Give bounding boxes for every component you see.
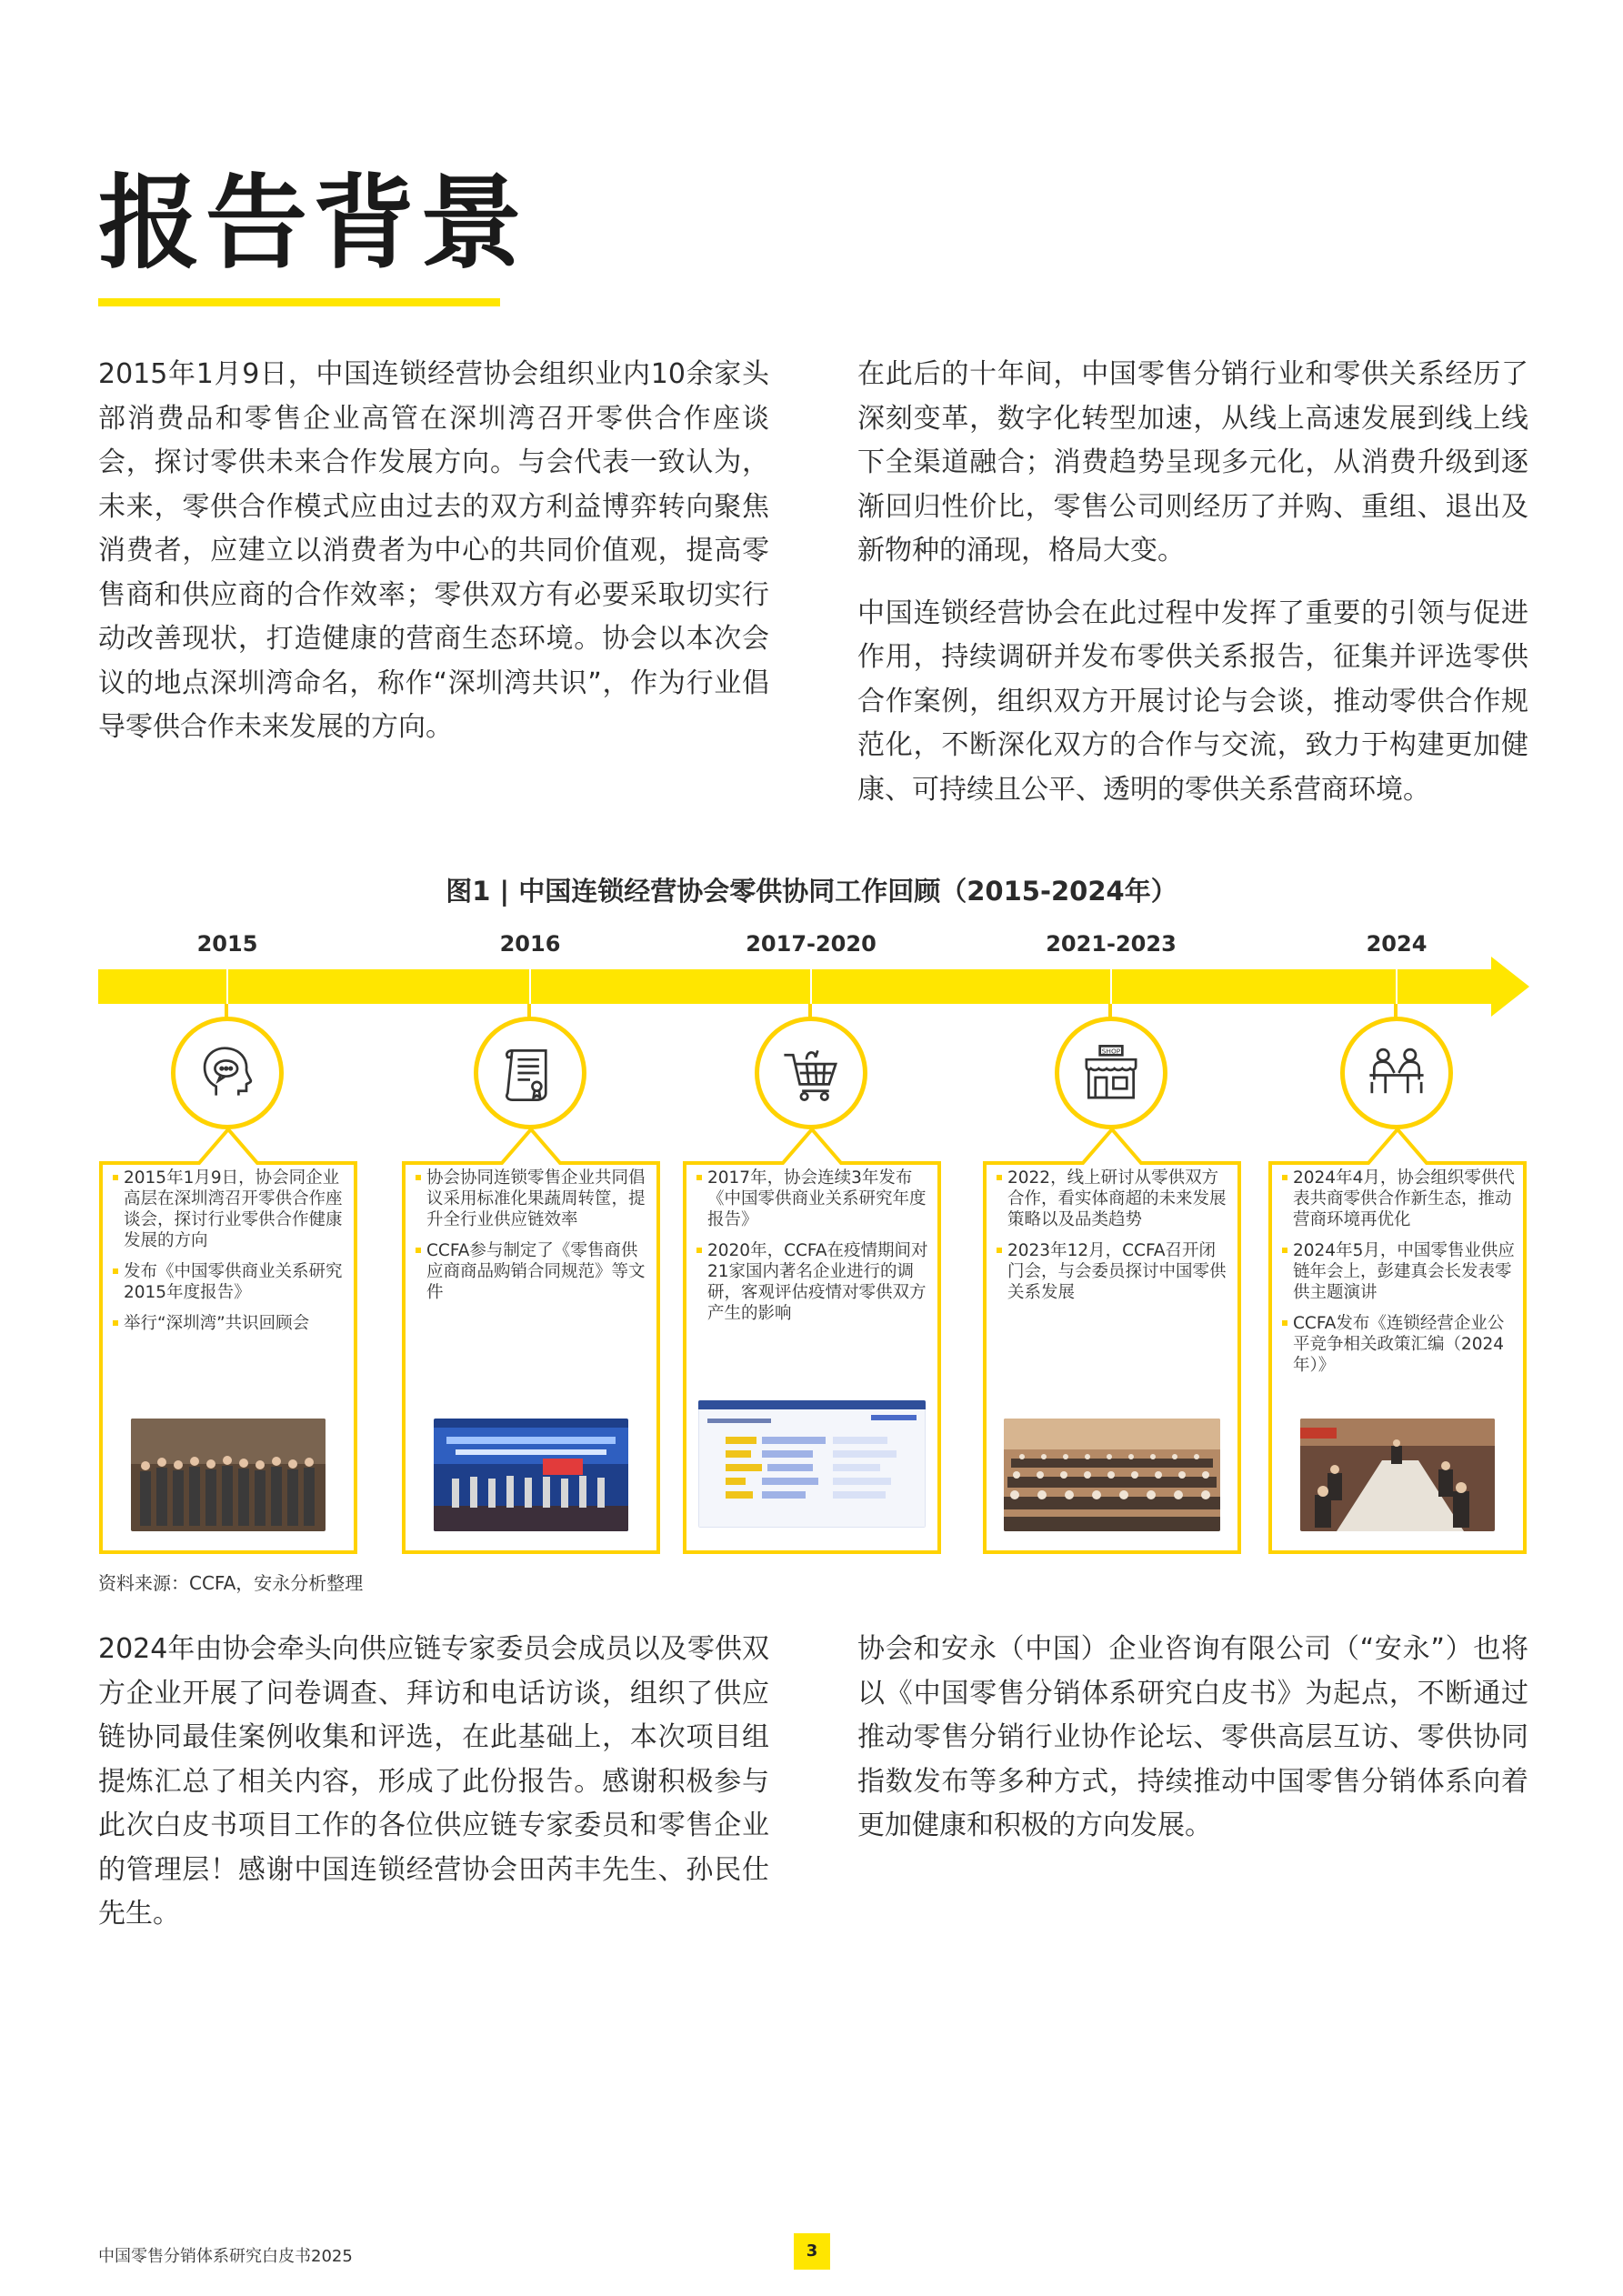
intro-left-column (98, 353, 769, 768)
stage-year-2024: 2024 (1366, 931, 1428, 957)
stage-year-2016: 2016 (499, 931, 561, 957)
intro-right-paragraph-2: 中国连锁经营协会在此过程中发挥了重要的引领与促进作用，持续调研并发布零供关系报告，征集并评选零供合作案例，组织双方开展讨论与会谈，推动零供合作规范化，不断深化双方的合作与交流，致力于构建更加健康、可持续且公平、透明的零供关系营商环境。 (857, 597, 1528, 806)
list-item: 发布《中国零供商业关系研究 2015年度报告》 (113, 1261, 347, 1303)
closing-right-column (857, 1628, 1528, 1867)
list-item: 2024年4月，协会组织零供代表共商零供合作新生态，推动营商环境再优化 (1282, 1168, 1517, 1230)
list-item: 协会协同连锁零售企业共同倡议采用标准化果蔬周转筐，提升全行业供应链效率 (416, 1168, 650, 1230)
stage-card-2017-2020 (682, 1111, 942, 1555)
timeline-arrow (98, 969, 1503, 1004)
shop-sign-text: SHOP (1101, 1047, 1121, 1056)
list-item: 2023年12月，CCFA召开闭门会，与会委员探讨中国零供关系发展 (997, 1240, 1231, 1303)
figure-title: 图1 | 中国连锁经营协会零供协同工作回顾（2015-2024年） (446, 876, 1177, 907)
stage-report-thumbnail (698, 1400, 926, 1528)
page-title: 报告背景 (98, 165, 527, 283)
title-underline (98, 298, 500, 306)
list-item: 2015年1月9日，协会同企业高层在深圳湾召开零供合作座谈会，探讨行业零供合作健康发展的方向 (113, 1168, 347, 1251)
stage-year-2017-2020: 2017-2020 (746, 931, 877, 957)
stage-photo-conference (1004, 1419, 1220, 1531)
list-item: 2017年，协会连续3年发布《中国零供商业关系研究年度报告》 (696, 1168, 931, 1230)
list-item: 2020年，CCFA在疫情期间对21家国内著名企业进行的调研，客观评估疫情对零供双方产生的影响 (696, 1240, 931, 1324)
intro-left-paragraph: 2015年1月9日，中国连锁经营协会组织业内10余家头部消费品和零售企业高管在深圳湾召开零供合作座谈会，探讨零供未来合作发展方向。与会代表一致认为，未来，零供合作模式应由过去的双方利益博弈转向聚焦消费者，应建立以消费者为中心的共同价值观，提高零售商和供应商的合作效率；零供双方有必要采取切实行动改善现状，打造健康的营商生态环境。协会以本次会议的地点深圳湾命名，称作“深圳湾共识”，作为行业倡导零供合作未来发展的方向。 (98, 358, 769, 743)
timeline-arrow-head (1491, 957, 1529, 1017)
intro-right-column (857, 353, 1528, 830)
figure-source: 资料来源：CCFA，安永分析整理 (98, 1572, 364, 1594)
stage-photo-meeting-table (1300, 1419, 1495, 1531)
intro-right-paragraph-1: 在此后的十年间，中国零售分销行业和零供关系经历了深刻变革，数字化转型加速，从线上高速发展到线上线下全渠道融合；消费趋势呈现多元化，从消费升级到逐渐回归性价比，零售公司则经历了并购、重组、退出及新物种的涌现，格局大变。 (857, 358, 1528, 566)
list-item: 2024年5月，中国零售业供应链年会上，彭建真会长发表零供主题演讲 (1282, 1240, 1517, 1303)
stage-card-2015 (98, 1111, 358, 1555)
closing-left-paragraph: 2024年由协会牵头向供应链专家委员会成员以及零供双方企业开展了问卷调查、拜访和电话访谈，组织了供应链协同最佳案例收集和评选，在此基础上，本次项目组提炼汇总了相关内容，形成了此份报告。感谢积极参与此次白皮书项目工作的各位供应链专家委员和零售企业的管理层！感谢中国连锁经营协会田芮丰先生、孙民仕先生。 (98, 1633, 769, 1930)
closing-left-column (98, 1628, 769, 1955)
list-item: CCFA参与制定了《零售商供应商商品购销合同规范》等文件 (416, 1240, 650, 1303)
stage-card-2021-2023 (982, 1111, 1242, 1555)
page-number: 3 (794, 2233, 830, 2270)
stage-year-2021-2023: 2021-2023 (1046, 931, 1177, 957)
list-item: 举行“深圳湾”共识回顾会 (113, 1313, 347, 1334)
footer-doc-title: 中国零售分销体系研究白皮书2025 (98, 2247, 353, 2266)
stage-photo-stage-event (434, 1419, 628, 1531)
stage-card-2016 (401, 1111, 661, 1555)
closing-right-paragraph: 协会和安永（中国）企业咨询有限公司（“安永”）也将以《中国零售分销体系研究白皮书》为起点，不断通过推动零售分销行业协作论坛、零供高层互访、零供协同指数发布等多种方式，持续推动中国零售分销体系向着更加健康和积极的方向发展。 (857, 1633, 1528, 1841)
stage-year-2015: 2015 (196, 931, 258, 957)
list-item: 2022，线上研讨从零供双方合作，看实体商超的未来发展策略以及品类趋势 (997, 1168, 1231, 1230)
stage-photo-group (131, 1419, 326, 1531)
stage-card-2024 (1267, 1111, 1528, 1555)
list-item: CCFA发布《连锁经营企业公平竞争相关政策汇编（2024年）》 (1282, 1313, 1517, 1376)
